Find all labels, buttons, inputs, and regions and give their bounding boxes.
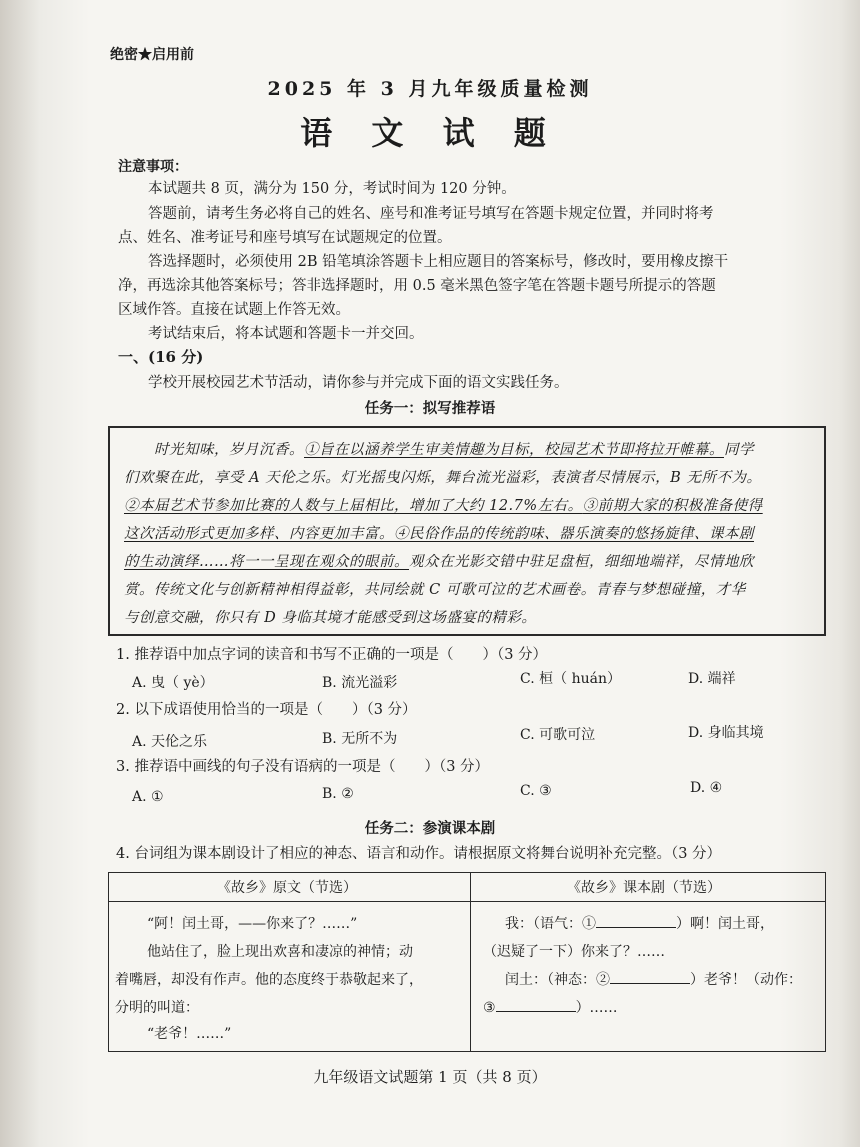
original-text-line: 着嘴唇，却没有作声。他的态度终于恭敬起来了， xyxy=(115,972,423,988)
question-2-stem: 2. 以下成语使用恰当的一项是（ ）（3 分） xyxy=(116,702,417,718)
script-text: ）啊！闰土哥， xyxy=(676,916,774,932)
script-text: 闰土：（神态：② xyxy=(505,972,610,988)
secret-mark: 绝密★启用前 xyxy=(110,47,194,63)
question-1-option-a[interactable]: A. 曳（ yè） xyxy=(132,675,214,691)
question-2-option-a[interactable]: A. 天伦之乐 xyxy=(132,734,208,750)
question-2-option-d[interactable]: D. 身临其境 xyxy=(688,725,764,741)
page-footer: 九年级语文试题第 1 页（共 8 页） xyxy=(313,1068,547,1086)
script-text: 我：（语气：① xyxy=(505,916,596,932)
question-3-option-d[interactable]: D. ④ xyxy=(690,780,723,796)
passage-line xyxy=(124,550,754,571)
underlined-sentence-1: ①旨在以涵养学生审美情趣为目标，校园艺术节即将拉开帷幕。 xyxy=(304,442,724,458)
table-left-header: 《故乡》原文（节选） xyxy=(217,880,357,896)
question-3-stem: 3. 推荐语中画线的句子没有语病的一项是（ ）（3 分） xyxy=(116,759,490,775)
passage-line: 赏。传统文化与创新精神相得益彰，共同绘就 C 可歌可泣的艺术画卷。青春与梦想碰撞，才华 xyxy=(124,582,746,598)
passage-line xyxy=(124,494,763,515)
question-3-option-a[interactable]: A. ① xyxy=(132,789,164,805)
table-divider xyxy=(109,901,825,902)
subject-title: 语 文 试 题 xyxy=(300,114,560,152)
exam-title: 2025 年 3 月九年级质量检测 xyxy=(267,78,593,100)
original-text-line: “阿！闰土哥，——你来了？……” xyxy=(147,916,358,932)
note-line: 区域作答。直接在试题上作答无效。 xyxy=(118,302,350,318)
question-2-option-c[interactable]: C. 可歌可泣 xyxy=(520,727,596,743)
question-4-stem: 4. 台词组为课本剧设计了相应的神态、语言和动作。请根据原文将舞台说明补充完整。（3 分） xyxy=(116,846,722,862)
question-1-option-c[interactable]: C. 桓（ huán） xyxy=(520,671,621,687)
table-divider xyxy=(470,873,471,1051)
passage-line xyxy=(124,522,754,543)
passage-text: 同学 xyxy=(724,442,754,458)
underlined-sentence-4-cont: 的生动演绎……将一一呈现在观众的眼前。 xyxy=(124,554,409,570)
passage-line: 们欢聚在此，享受 A 天伦之乐。灯光摇曳闪烁，舞台流光溢彩，表演者尽情展示，B 无所不为。 xyxy=(124,470,762,486)
question-3-option-b[interactable]: B. ② xyxy=(322,786,354,802)
section-intro: 学校开展校园艺术节活动，请你参与并完成下面的语文实践任务。 xyxy=(148,375,569,391)
question-1-option-d[interactable]: D. 端祥 xyxy=(688,671,736,687)
answer-blank-1[interactable] xyxy=(596,913,676,928)
script-line: （迟疑了一下）你来了？…… xyxy=(483,944,665,960)
question-1-stem: 1. 推荐语中加点字词的读音和书写不正确的一项是（ ）（3 分） xyxy=(116,647,548,663)
original-text-line: 分明的叫道： xyxy=(115,1000,199,1016)
answer-blank-2[interactable] xyxy=(610,969,690,984)
underlined-sentence-2: ②本届艺术节参加比赛的人数与上届相比，增加了大约 12.7%左右。 xyxy=(124,498,583,514)
notes-heading: 注意事项： xyxy=(118,159,188,175)
note-line: 本试题共 8 页，满分为 150 分，考试时间为 120 分钟。 xyxy=(148,181,516,197)
script-text: ③ xyxy=(483,1000,496,1016)
note-line: 答题前，请考生务必将自己的姓名、座号和准考证号填写在答题卡规定位置，并同时将考 xyxy=(148,206,714,222)
note-line: 点、姓名、准考证号和座号填写在试题规定的位置。 xyxy=(118,230,452,246)
passage-line: 与创意交融，你只有 D 身临其境才能感受到这场盛宴的精彩。 xyxy=(124,610,537,626)
script-line xyxy=(505,969,802,989)
underlined-sentence-3-cont: 这次活动形式更加多样、内容更加丰富。 xyxy=(124,526,394,542)
passage-text: 时光知味，岁月沉香。 xyxy=(154,442,304,458)
section-heading: 一、(16 分) xyxy=(118,348,204,366)
original-text-line: “老爷！……” xyxy=(147,1026,232,1042)
script-text: ）老爷！（动作： xyxy=(690,972,802,988)
underlined-sentence-4: ④民俗作品的传统韵味、器乐演奏的悠扬旋律、课本剧 xyxy=(394,526,754,542)
original-text-line: 他站住了，脸上现出欢喜和凄凉的神情；动 xyxy=(147,944,413,960)
script-line xyxy=(483,997,618,1017)
question-1-option-b[interactable]: B. 流光溢彩 xyxy=(322,675,398,691)
note-line: 答选择题时，必须使用 2B 铅笔填涂答题卡上相应题目的答案标号，修改时，要用橡皮擦干 xyxy=(148,254,729,270)
script-comparison-table xyxy=(108,872,826,1052)
passage-line xyxy=(154,438,754,459)
note-line: 考试结束后，将本试题和答题卡一并交回。 xyxy=(148,326,424,342)
underlined-sentence-3: ③前期大家的积极准备使得 xyxy=(582,498,763,514)
table-right-header: 《故乡》课本剧（节选） xyxy=(567,880,721,896)
question-2-option-b[interactable]: B. 无所不为 xyxy=(322,731,398,747)
note-line: 净，再选涂其他答案标号；答非选择题时，用 0.5 毫米黑色签字笔在答题卡题号所提示的答题 xyxy=(118,278,716,294)
recommendation-passage-box xyxy=(108,426,826,636)
task1-title: 任务一：拟写推荐语 xyxy=(364,400,496,417)
passage-text: 观众在光影交错中驻足盘桓，细细地端祥，尽情地欣 xyxy=(409,554,754,570)
script-text: ）…… xyxy=(575,1000,618,1016)
script-line xyxy=(505,913,774,933)
answer-blank-3[interactable] xyxy=(496,997,576,1012)
task2-title: 任务二：参演课本剧 xyxy=(364,820,496,837)
question-3-option-c[interactable]: C. ③ xyxy=(520,783,552,799)
